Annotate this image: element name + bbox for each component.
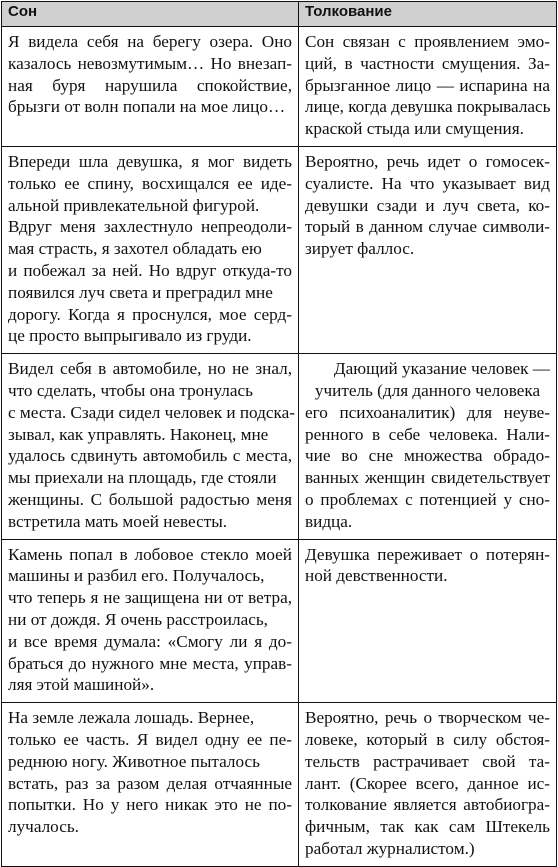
interpretation-line: суалисте. На что указывает вид: [305, 173, 550, 193]
table-row: [2, 354, 557, 539]
dream-line: лучалось.: [8, 817, 79, 837]
dream-line: попытки. Но у него никак это не по-: [8, 795, 292, 815]
interpretation-line: ной девственности.: [305, 566, 448, 586]
dream-line: Я видела себя на берегу озера. Оно: [8, 32, 292, 51]
dream-cell: [2, 539, 299, 703]
dream-line: удалось сдвинуть автомобиль с места,: [8, 446, 292, 466]
interpretation-line: лант. (Скорее всего, данное ис-: [305, 773, 550, 793]
dream-line: что теперь я не защищена ни от ветра,: [8, 588, 292, 608]
interpretation-line: фичным, так как сам Штекель: [305, 817, 550, 837]
table-row: [2, 703, 557, 867]
interpretation-line: Вероятно, речь о творческом че-: [305, 708, 550, 728]
interpretation-line: работал журналистом.): [305, 838, 475, 858]
interpretation-line: Дающий указание человек —: [333, 359, 550, 379]
dream-cell: [2, 354, 299, 539]
dream-line: что сделать, чтобы она тронулась: [8, 380, 253, 400]
interpretation-line: толкование является автобиогра-: [305, 795, 550, 815]
dream-line: ная буря нарушила спокойствие,: [8, 75, 292, 95]
dream-line: зывал, как управлять. Наконец, мне: [8, 424, 269, 444]
interpretation-line: торый в данном случае символи-: [305, 217, 550, 237]
dream-line: На земле лежала лошадь. Вернее,: [8, 708, 255, 728]
column-header-interpretation: Толкование: [299, 2, 557, 27]
interpretation-line: видца.: [305, 511, 353, 531]
dream-line: ни от дождя. Я очень расстроилась,: [8, 609, 268, 629]
interpretation-line: чие во сне множества обрадо-: [305, 446, 550, 466]
interpretation-line: брызганное лицо — испарина на: [305, 75, 550, 95]
dream-line: казалось невозмутимым… Но внезап-: [8, 53, 292, 73]
dream-line: Вдруг меня захлестнуло непреодоли-: [8, 217, 292, 237]
interpretation-cell: [299, 146, 557, 353]
dream-line: це просто выпрыгивало из груди.: [8, 326, 252, 346]
interpretation-line: ренного в себе человека. Нали-: [305, 424, 550, 444]
dream-line: только ее часть. Я видел одну ее пе-: [8, 729, 292, 749]
column-header-dream: Сон: [2, 2, 299, 27]
dream-line: браться до нужного мне места, управ-: [8, 653, 292, 673]
interpretation-line: Девушка переживает о потерян-: [305, 544, 550, 564]
interpretation-line: тельств растрачивает свой та-: [305, 751, 550, 771]
interpretation-line: ванных женщин свидетельствует: [305, 468, 550, 488]
dream-interpretation-table: [1, 1, 557, 867]
interpretation-cell: [299, 539, 557, 703]
dream-line: дорогу. Когда я проснулся, мое серд-: [8, 304, 292, 324]
dream-line: и побежал за ней. Но вдруг откуда-то: [8, 260, 292, 280]
dream-line: реднюю ногу. Животное пыталось: [8, 751, 260, 771]
dream-line: встретила мать моей невесты.: [8, 511, 228, 531]
table-row: [2, 146, 557, 353]
table-row: [2, 27, 557, 147]
dream-line: встать, раз за разом делая отчаянные: [8, 773, 292, 793]
interpretation-line: ловеке, который в силу обстоя-: [305, 729, 550, 749]
interpretation-line: учитель (для данного человека: [314, 380, 541, 400]
dream-line: только ее спину, восхищался ее иде-: [8, 173, 292, 193]
dream-line: альной привлекательной фигурой.: [8, 195, 260, 215]
interpretation-line: краской стыда или смущения.: [305, 119, 524, 139]
dream-cell: [2, 703, 299, 867]
dream-line: Камень попал в лобовое стекло моей: [8, 544, 292, 564]
dream-line: мы приехали на площадь, где стояли: [8, 468, 277, 488]
dream-line: мая страсть, я захотел обладать ею: [8, 239, 262, 259]
table-row: [2, 539, 557, 703]
dream-line: ляя этой машиной».: [8, 675, 155, 695]
interpretation-line: Сон связан с проявлением эмо-: [305, 32, 550, 51]
interpretation-line: ций, в частности смущения. За-: [305, 53, 550, 73]
dream-line: Видел себя в автомобиле, но не знал,: [8, 359, 292, 379]
dream-cell: [2, 146, 299, 353]
dream-cell: [2, 27, 299, 147]
interpretation-cell: [299, 354, 557, 539]
interpretation-line: зирует фаллос.: [305, 239, 415, 259]
dream-line: Впереди шла девушка, я мог видеть: [8, 151, 292, 171]
table-header-row: [2, 2, 557, 27]
interpretation-line: Вероятно, речь идет о гомосек-: [305, 151, 550, 171]
dream-line: женщины. С большой радостью меня: [8, 489, 292, 509]
dream-line: и все время думала: «Смогу ли я до-: [8, 631, 292, 651]
dream-line: брызги от волн попали на мое лицо…: [8, 97, 286, 117]
dream-line: с места. Сзади сидел человек и подска-: [8, 402, 295, 422]
interpretation-cell: [299, 703, 557, 867]
interpretation-line: его психоаналитик) для неуве-: [305, 402, 550, 422]
dream-line: появился луч света и преградил мне: [8, 282, 273, 302]
interpretation-cell: [299, 27, 557, 147]
dream-line: машины и разбил его. Получалось,: [8, 566, 265, 586]
interpretation-line: лице, когда девушка покрывалась: [305, 97, 551, 117]
interpretation-line: о проблемах с потенцией у сно-: [305, 489, 550, 509]
interpretation-line: девушки сзади и луч света, ко-: [305, 195, 550, 215]
